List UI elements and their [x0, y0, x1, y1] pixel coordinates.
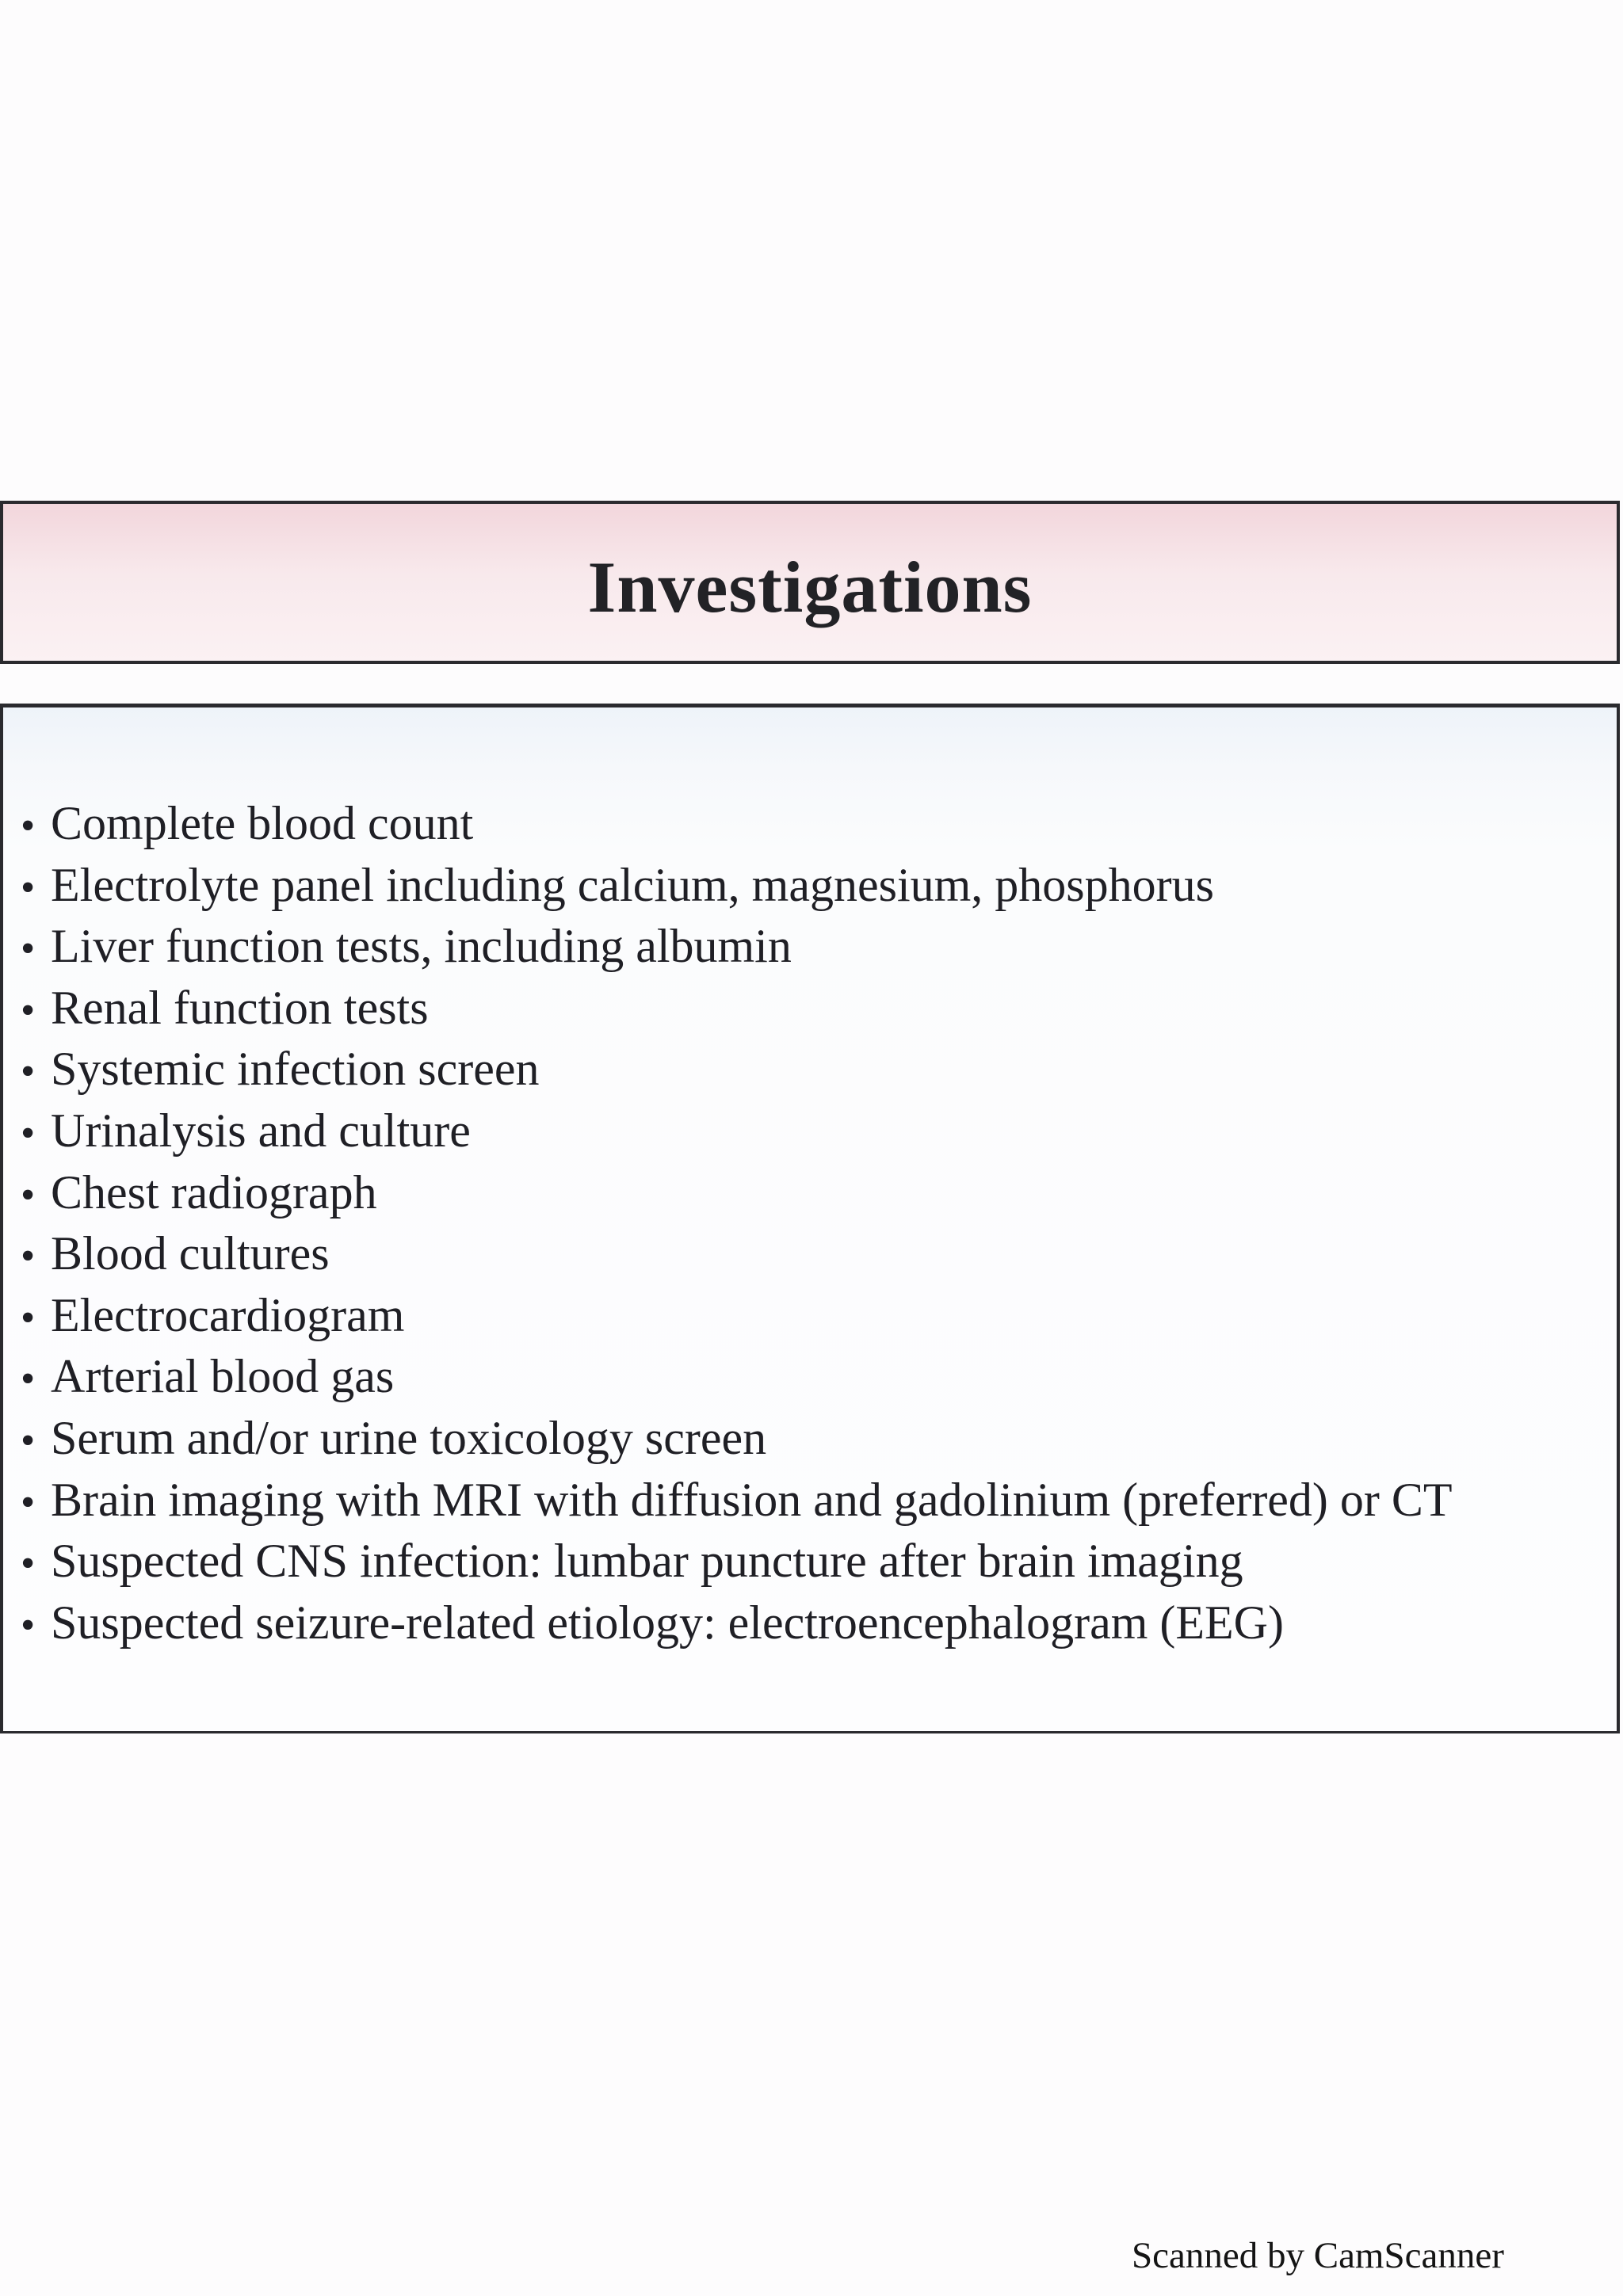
list-item [21, 1411, 1453, 1473]
list-item [21, 858, 1453, 920]
page-title: Investigations [587, 547, 1033, 627]
list-item-text: Complete blood count [51, 797, 474, 849]
list-item-text: Renal function tests [51, 981, 429, 1034]
list-item-text: Arterial blood gas [51, 1350, 395, 1403]
bullet-icon: • [21, 1172, 36, 1218]
bullet-icon: • [21, 803, 36, 849]
list-item [21, 1473, 1453, 1535]
list-item-text: Electrocardiogram [51, 1288, 405, 1341]
list-item-text: Brain imaging with MRI with diffusion and gadolinium (preferred) or CT [51, 1473, 1453, 1526]
bullet-icon: • [21, 1049, 36, 1095]
list-item-text: Systemic infection screen [51, 1043, 540, 1096]
list-item-text: Suspected CNS infection: lumbar puncture after brain imaging [51, 1535, 1243, 1588]
bullet-icon: • [21, 1110, 36, 1156]
bullet-icon: • [21, 1234, 36, 1280]
list-item [21, 1349, 1453, 1411]
list-item [21, 1042, 1453, 1104]
bullet-icon: • [21, 1602, 36, 1648]
list-item [21, 919, 1453, 981]
list-item [21, 981, 1453, 1043]
investigations-panel [0, 704, 1620, 1733]
list-item [21, 1596, 1453, 1657]
bullet-icon: • [21, 1295, 36, 1341]
list-item [21, 796, 1453, 858]
bullet-icon: • [21, 1417, 36, 1463]
list-item-text: Chest radiograph [51, 1165, 377, 1219]
bullet-icon: • [21, 1479, 36, 1525]
bullet-icon: • [21, 987, 36, 1033]
bullet-icon: • [21, 1356, 36, 1402]
investigations-list [21, 796, 1453, 1657]
bullet-icon: • [21, 864, 36, 910]
scanner-watermark: Scanned by CamScanner [1132, 2235, 1504, 2276]
bullet-icon: • [21, 926, 36, 972]
list-item-text: Liver function tests, including albumin [51, 920, 792, 973]
bullet-icon: • [21, 1541, 36, 1587]
title-banner [0, 501, 1620, 664]
list-item-text: Blood cultures [51, 1227, 330, 1280]
list-item-text: Serum and/or urine toxicology screen [51, 1411, 767, 1464]
list-item [21, 1288, 1453, 1350]
list-item [21, 1534, 1453, 1596]
list-item-text: Suspected seizure-related etiology: electroencephalogram (EEG) [51, 1596, 1284, 1649]
list-item [21, 1226, 1453, 1288]
list-item [21, 1165, 1453, 1227]
list-item [21, 1104, 1453, 1165]
list-item-text: Electrolyte panel including calcium, magnesium, phosphorus [51, 858, 1214, 911]
list-item-text: Urinalysis and culture [51, 1104, 471, 1157]
